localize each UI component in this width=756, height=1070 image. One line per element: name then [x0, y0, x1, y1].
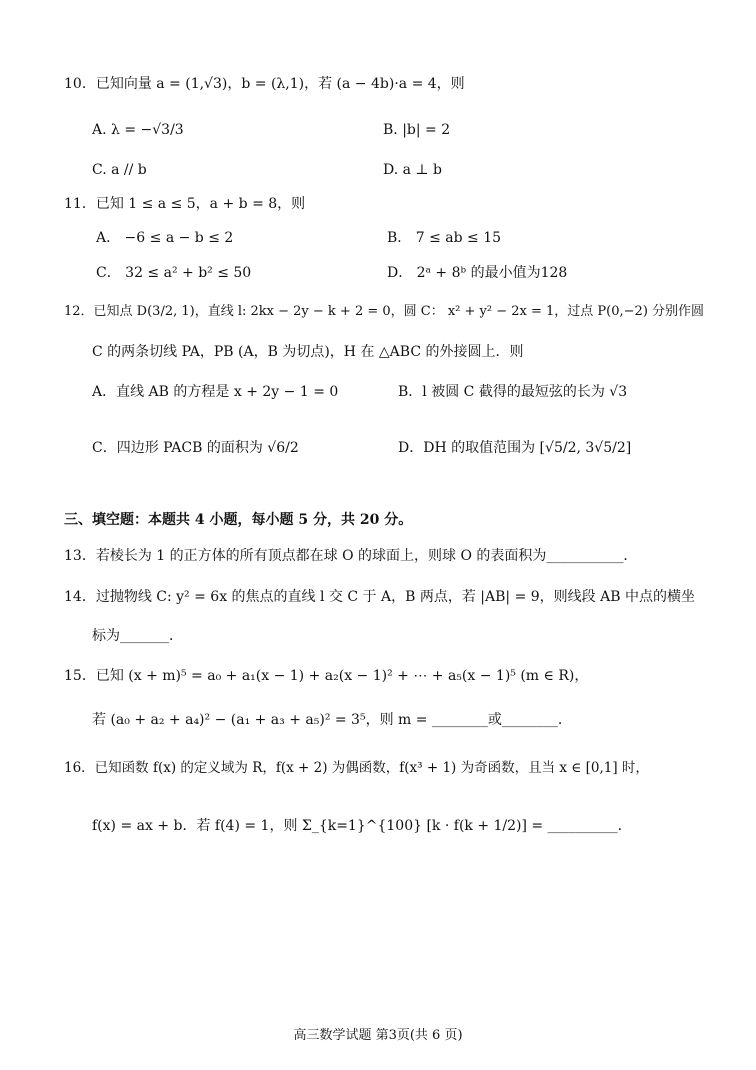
q12-option-a: A．直线 AB 的方程是 x + 2y − 1 = 0 — [92, 384, 339, 400]
q16-line2: f(x) = ax + b．若 f(4) = 1，则 Σ_{k=1}^{100} [k · f(k + 1/2)] = __________. — [92, 818, 623, 834]
q10-option-a: A. λ = −√3/3 — [92, 122, 184, 138]
q10-stem: 10．已知向量 a = (1,√3)，b = (λ,1)，若 (a − 4b)·a = 4，则 — [64, 76, 465, 92]
section-3-heading: 三、填空题：本题共 4 小题，每小题 5 分，共 20 分。 — [64, 512, 413, 528]
q12-option-d: D．DH 的取值范围为 [√5/2, 3√5/2] — [398, 440, 632, 456]
q10-option-d: D. a ⊥ b — [383, 162, 443, 178]
q11-option-b: B． 7 ≤ ab ≤ 15 — [387, 230, 502, 246]
q10-option-b: B. |b| = 2 — [383, 122, 451, 138]
q15-line2: 若 (a₀ + a₂ + a₄)² − (a₁ + a₃ + a₅)² = 3⁵，则 m = ________或________. — [92, 712, 563, 728]
q11-option-d: D． 2ᵃ + 8ᵇ 的最小值为128 — [387, 265, 568, 281]
q14-line1: 14．过抛物线 C: y² = 6x 的焦点的直线 l 交 C 于 A，B 两点，若 |AB| = 9，则线段 AB 中点的横坐 — [64, 589, 695, 605]
q11-option-a: A． −6 ≤ a − b ≤ 2 — [96, 230, 234, 246]
q14-line2: 标为_______． — [92, 628, 183, 644]
q12-option-c: C．四边形 PACB 的面积为 √6/2 — [92, 440, 299, 456]
q11-option-c: C． 32 ≤ a² + b² ≤ 50 — [96, 265, 252, 281]
q12-option-b: B．l 被圆 C 截得的最短弦的长为 √3 — [398, 384, 628, 400]
q15-line1: 15．已知 (x + m)⁵ = a₀ + a₁(x − 1) + a₂(x − 1)² + ⋯ + a₅(x − 1)⁵ (m ∈ R)， — [64, 668, 589, 684]
q12-stem-line2: C 的两条切线 PA，PB (A，B 为切点)，H 在 △ABC 的外接圆上．则 — [92, 344, 524, 360]
q16-line1: 16．已知函数 f(x) 的定义域为 R，f(x + 2) 为偶函数，f(x³ + 1) 为奇函数，且当 x ∈ [0,1] 时， — [64, 760, 649, 776]
q13-text: 13．若棱长为 1 的正方体的所有顶点都在球 O 的球面上，则球 O 的表面积为___________． — [64, 548, 638, 564]
q10-option-c: C. a // b — [92, 162, 147, 178]
q11-stem: 11．已知 1 ≤ a ≤ 5，a + b = 8，则 — [64, 196, 306, 212]
q12-stem-line1: 12．已知点 D(3/2, 1)，直线 l: 2kx − 2y − k + 2 = 0，圆 C： x² + y² − 2x = 1，过点 P(0,−2) 分别作圆 — [64, 304, 705, 319]
page-footer: 高三数学试题 第3页(共 6 页) — [293, 1028, 463, 1043]
